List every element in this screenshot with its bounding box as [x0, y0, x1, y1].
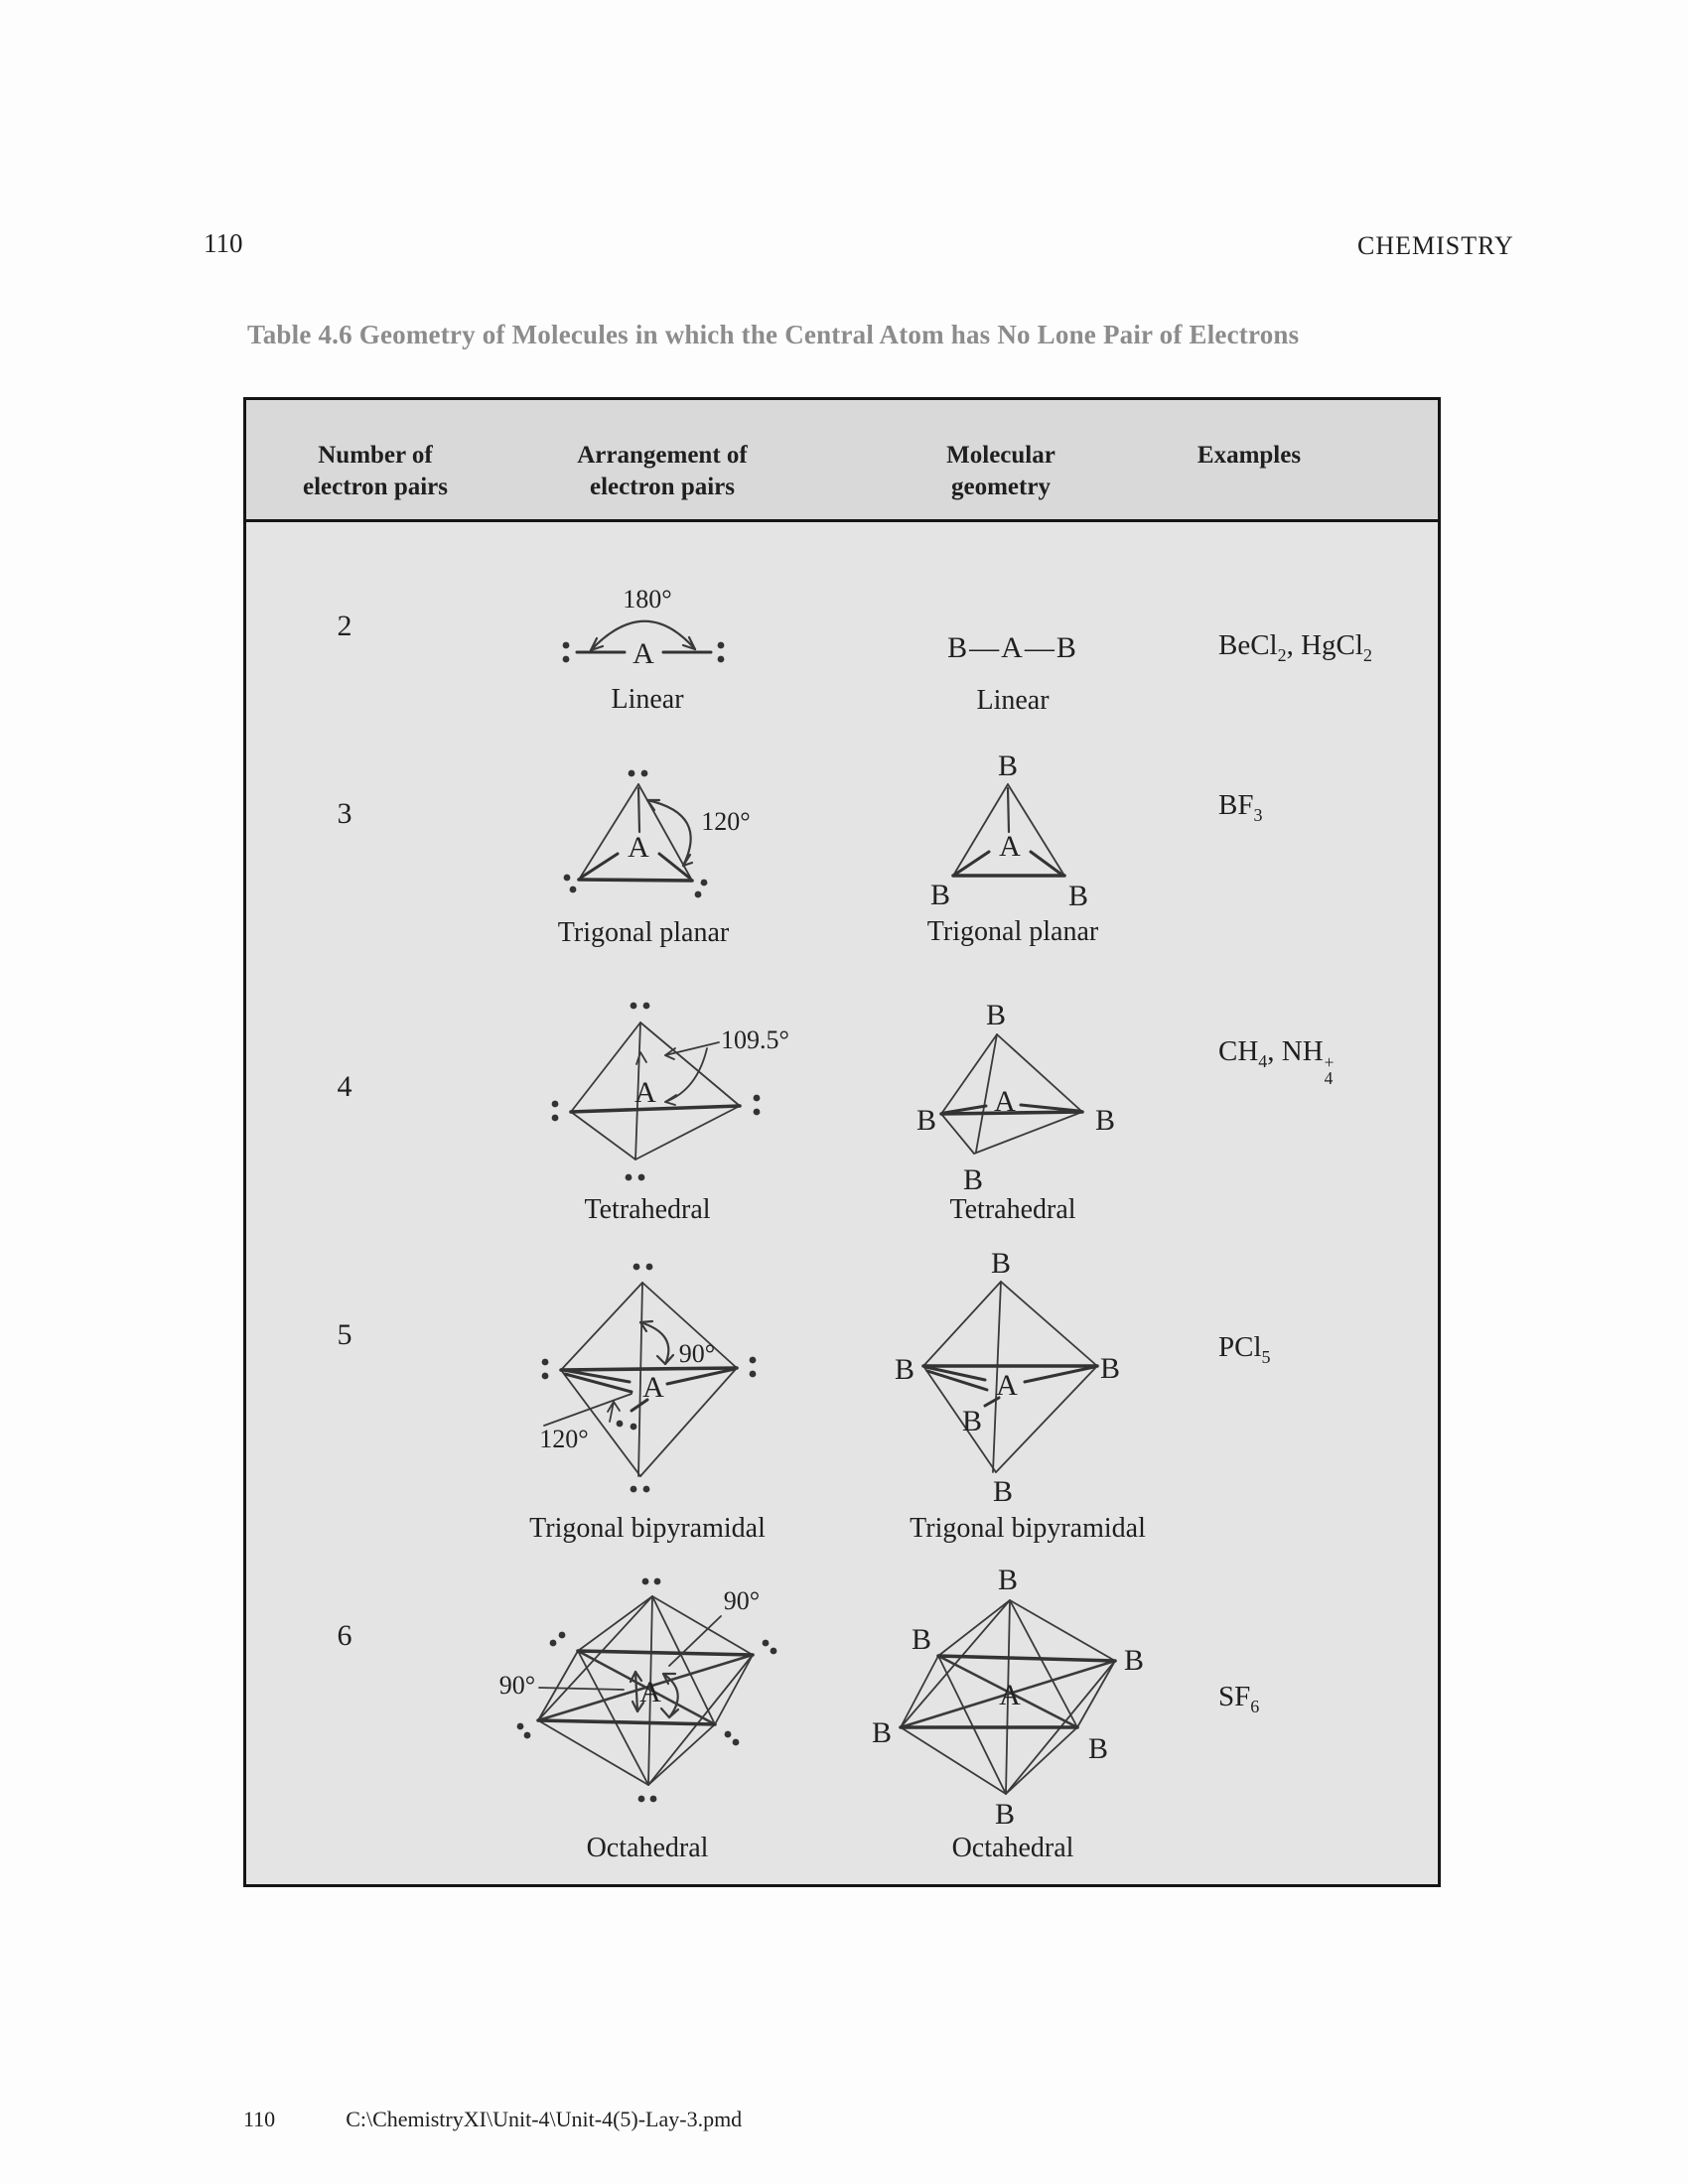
pairs-count-row2: 3 — [337, 797, 352, 830]
examples-row1: BeCl$_2$, HgCl$_2$ — [1218, 629, 1372, 665]
tetrahedral-geometry-diagram — [894, 993, 1132, 1201]
arrangement-name-row2: Trigonal planar — [557, 917, 730, 948]
central-atom-label: A — [999, 1679, 1021, 1711]
terminal-atom-label: B — [992, 1475, 1014, 1508]
angle-label-120: 120° — [539, 1425, 589, 1453]
octahedral-arrangement-diagram — [496, 1570, 799, 1819]
terminal-atom-label: B — [990, 1247, 1012, 1280]
geometry-name-row1: Linear — [976, 685, 1050, 716]
arrangement-name-row1: Linear — [611, 684, 684, 715]
table-title: Table 4.6 Geometry of Molecules in which the Central Atom has No Lone Pair of Electrons — [247, 320, 1300, 349]
header-line: Arrangement of — [577, 442, 748, 469]
terminal-atom-label: B — [929, 879, 951, 911]
examples-row4: PCl$_5$ — [1218, 1331, 1271, 1367]
trigonal-bipyramidal-arrangement-diagram — [501, 1249, 799, 1502]
terminal-atom-label: B — [985, 999, 1007, 1031]
page-number: 110 — [204, 228, 243, 258]
angle-arc — [647, 800, 692, 866]
angle-label-90-left: 90° — [498, 1671, 536, 1700]
arrangement-name-row5: Octahedral — [586, 1833, 709, 1863]
column-header-arrangement — [577, 440, 747, 503]
terminal-atom-label: B — [962, 1163, 984, 1196]
trigonal-bipyramidal-geometry-diagram — [889, 1249, 1142, 1507]
arrangement-name-row3: Tetrahedral — [584, 1194, 711, 1225]
terminal-atom-label: B — [997, 750, 1019, 782]
header-line: Molecular — [946, 442, 1055, 469]
central-atom-label: A — [633, 637, 654, 670]
header-line: Examples — [1196, 442, 1302, 469]
terminal-atom-label: B — [997, 1564, 1019, 1596]
header-line: electron pairs — [302, 474, 449, 500]
trigonal-planar-geometry-diagram — [909, 750, 1122, 913]
pairs-count-row4: 5 — [337, 1318, 352, 1351]
terminal-atom-label: B — [1099, 1352, 1121, 1385]
arrangement-name-row4: Trigonal bipyramidal — [529, 1513, 766, 1544]
trigonal-planar-arrangement-diagram — [526, 754, 784, 903]
terminal-atom-label: B — [994, 1798, 1016, 1831]
geometry-name-row3: Tetrahedral — [949, 1194, 1076, 1225]
page-footer — [243, 2107, 742, 2132]
central-atom-label: A — [639, 1676, 661, 1708]
angle-label-90-upper: 90° — [723, 1586, 761, 1615]
header-line: geometry — [951, 474, 1051, 500]
terminal-atom-label: B — [1087, 1732, 1109, 1765]
angle-label-180: 180° — [623, 585, 672, 614]
examples-row2: $BF_3$ — [1218, 789, 1263, 825]
central-atom-label: A — [628, 831, 649, 864]
molecular-geometry-formula-row1: B—A—B — [947, 631, 1078, 664]
header-line: Number of — [318, 442, 433, 469]
pairs-count-row5: 6 — [337, 1619, 352, 1652]
footer-file-path: C:\ChemistryXI\Unit-4\Unit-4(5)-Lay-3.pmd — [346, 2107, 743, 2131]
geometry-name-row2: Trigonal planar — [926, 916, 1099, 947]
table-body — [243, 397, 1441, 1887]
terminal-atom-label: B — [1094, 1104, 1116, 1137]
terminal-atom-label: B — [1067, 880, 1089, 912]
footer-page-number: 110 — [243, 2107, 276, 2131]
central-atom-label: A — [994, 1085, 1016, 1118]
geometry-name-row5: Octahedral — [951, 1833, 1074, 1863]
terminal-atom-label: B — [961, 1405, 983, 1437]
examples-row3: $CH_4$, NH + 4 — [1218, 1035, 1335, 1089]
terminal-atom-label: B — [1123, 1644, 1145, 1677]
octahedral-geometry-diagram — [859, 1564, 1152, 1834]
column-header-examples — [1197, 440, 1301, 472]
terminal-atom-label: B — [911, 1623, 932, 1656]
angle-arrows — [539, 1616, 721, 1717]
central-atom-label: A — [642, 1371, 664, 1404]
angle-label-90: 90° — [678, 1339, 716, 1368]
central-atom-label: A — [634, 1076, 656, 1109]
angle-label-120: 120° — [701, 807, 751, 836]
column-header-number-of-electron-pairs — [303, 440, 448, 503]
running-head: CHEMISTRY — [1357, 231, 1514, 260]
tetrahedral-arrangement-diagram — [531, 993, 794, 1191]
geometry-name-row4: Trigonal bipyramidal — [910, 1513, 1146, 1544]
terminal-atom-label: B — [915, 1104, 937, 1137]
angle-label-109-5: 109.5° — [721, 1025, 789, 1054]
central-atom-label: A — [996, 1369, 1018, 1402]
header-line: electron pairs — [589, 474, 736, 500]
column-header-molecular-geometry — [946, 440, 1055, 503]
pairs-count-row3: 4 — [337, 1070, 352, 1103]
examples-row5: $SF_6$ — [1218, 1681, 1260, 1716]
terminal-atom-label: B — [871, 1716, 893, 1749]
pairs-count-row1: 2 — [337, 610, 352, 642]
terminal-atom-label: B — [894, 1353, 915, 1386]
central-atom-label: A — [999, 830, 1021, 863]
